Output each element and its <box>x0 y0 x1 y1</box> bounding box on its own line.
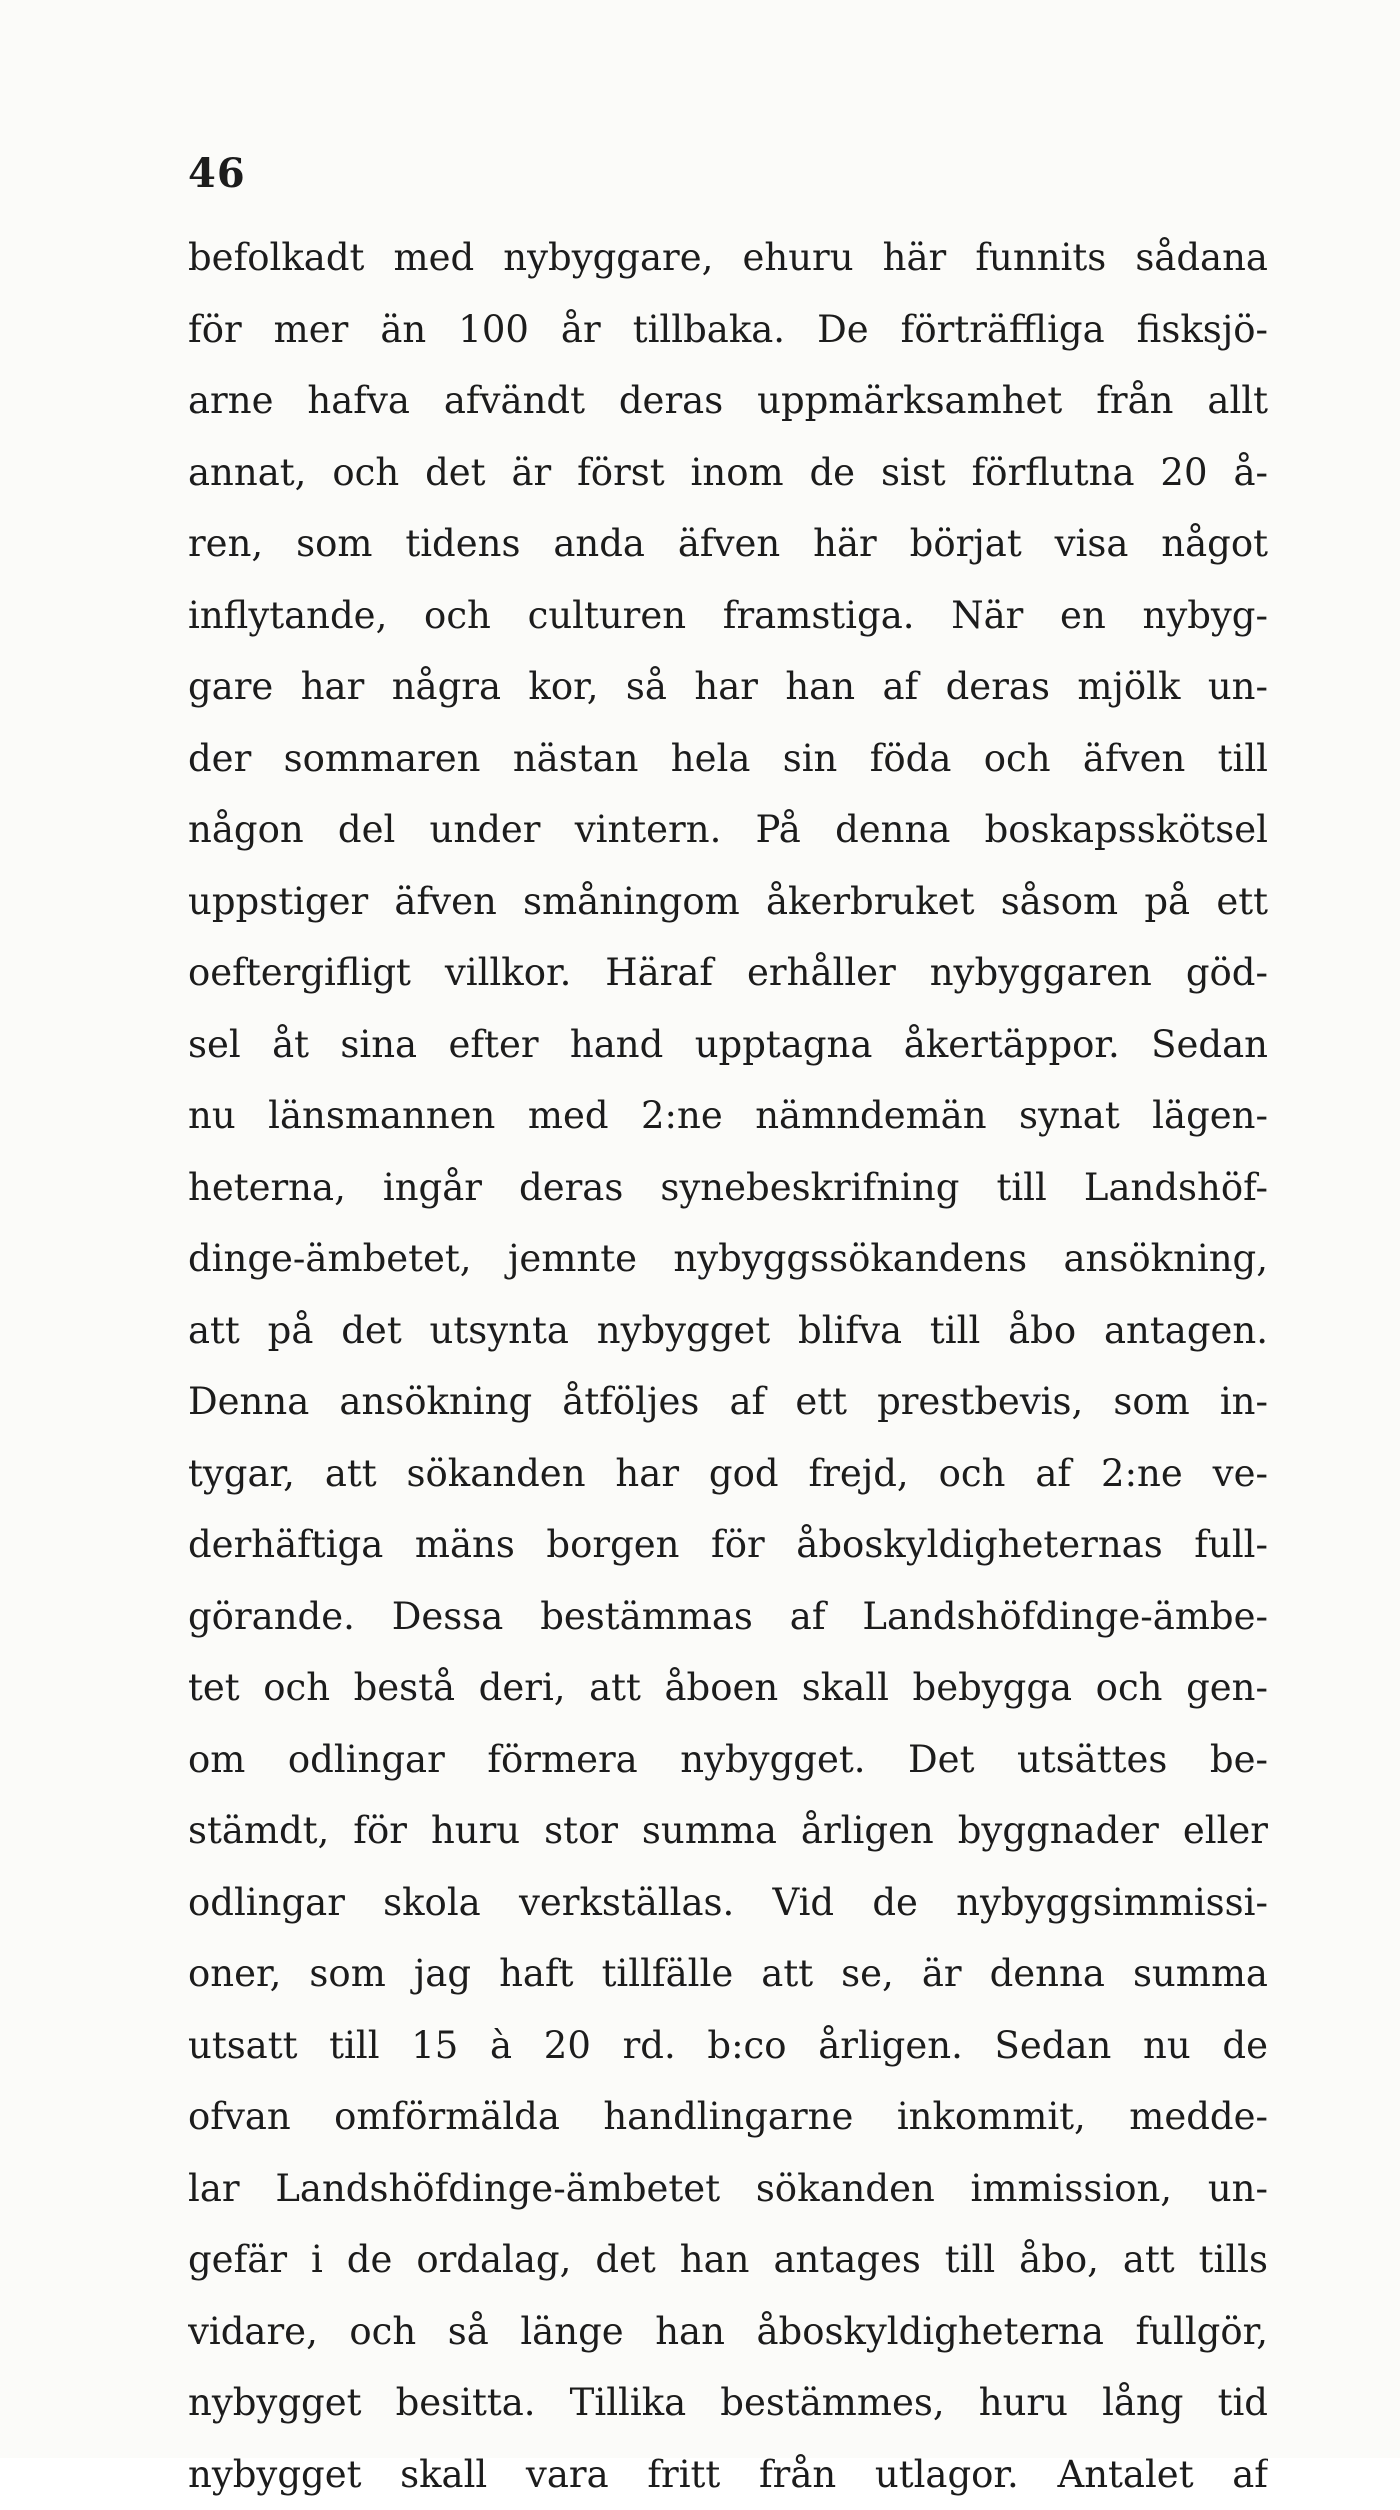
text-line: derhäftiga mäns borgen för åboskyldigheternas full- <box>188 1509 1268 1581</box>
text-line: tet och bestå deri, att åboen skall bebygga och gen- <box>188 1652 1268 1724</box>
text-line: utsatt till 15 à 20 rd. b:co årligen. Sedan nu de <box>188 2010 1268 2082</box>
text-line: görande. Dessa bestämmas af Landshöfdinge-ämbe- <box>188 1581 1268 1653</box>
text-line: nu länsmannen med 2:ne nämndemän synat lägen- <box>188 1080 1268 1152</box>
text-line: dinge-ämbetet, jemnte nybyggssökandens ansökning, <box>188 1223 1268 1295</box>
text-line: nybygget skall vara fritt från utlagor. Antalet af <box>188 2439 1268 2510</box>
text-line: lar Landshöfdinge-ämbetet sökanden immission, un- <box>188 2153 1268 2225</box>
text-line: uppstiger äfven småningom åkerbruket såsom på ett <box>188 866 1268 938</box>
text-line: tygar, att sökanden har god frejd, och af 2:ne ve- <box>188 1438 1268 1510</box>
body-text <box>188 222 1268 2510</box>
text-line: Denna ansökning åtföljes af ett prestbevis, som in- <box>188 1366 1268 1438</box>
text-line: om odlingar förmera nybygget. Det utsättes be- <box>188 1724 1268 1796</box>
text-line: stämdt, för huru stor summa årligen byggnader eller <box>188 1795 1268 1867</box>
text-line: arne hafva afvändt deras uppmärksamhet från allt <box>188 365 1268 437</box>
text-line: ren, som tidens anda äfven här börjat visa något <box>188 508 1268 580</box>
text-line: gare har några kor, så har han af deras mjölk un- <box>188 651 1268 723</box>
text-line: för mer än 100 år tillbaka. De förträffliga fisksjö- <box>188 294 1268 366</box>
text-line: sel åt sina efter hand upptagna åkertäppor. Sedan <box>188 1009 1268 1081</box>
text-line: någon del under vintern. På denna boskapsskötsel <box>188 794 1268 866</box>
text-line: odlingar skola verkställas. Vid de nybyggsimmissi- <box>188 1867 1268 1939</box>
text-line: der sommaren nästan hela sin föda och äfven till <box>188 723 1268 795</box>
text-line: heterna, ingår deras synebeskrifning till Landshöf- <box>188 1152 1268 1224</box>
text-line: gefär i de ordalag, det han antages till åbo, att tills <box>188 2224 1268 2296</box>
text-line: annat, och det är först inom de sist förflutna 20 å- <box>188 437 1268 509</box>
text-line: ofvan omförmälda handlingarne inkommit, medde- <box>188 2081 1268 2153</box>
text-line: oner, som jag haft tillfälle att se, är denna summa <box>188 1938 1268 2010</box>
text-line: inflytande, och culturen framstiga. När en nybyg- <box>188 580 1268 652</box>
text-line: oeftergifligt villkor. Häraf erhåller nybyggaren göd- <box>188 937 1268 1009</box>
text-line: befolkadt med nybyggare, ehuru här funnits sådana <box>188 222 1268 294</box>
text-line: vidare, och så länge han åboskyldigheterna fullgör, <box>188 2296 1268 2368</box>
text-line: att på det utsynta nybygget blifva till åbo antagen. <box>188 1295 1268 1367</box>
text-line: nybygget besitta. Tillika bestämmes, huru lång tid <box>188 2367 1268 2439</box>
page-number: 46 <box>188 150 246 197</box>
